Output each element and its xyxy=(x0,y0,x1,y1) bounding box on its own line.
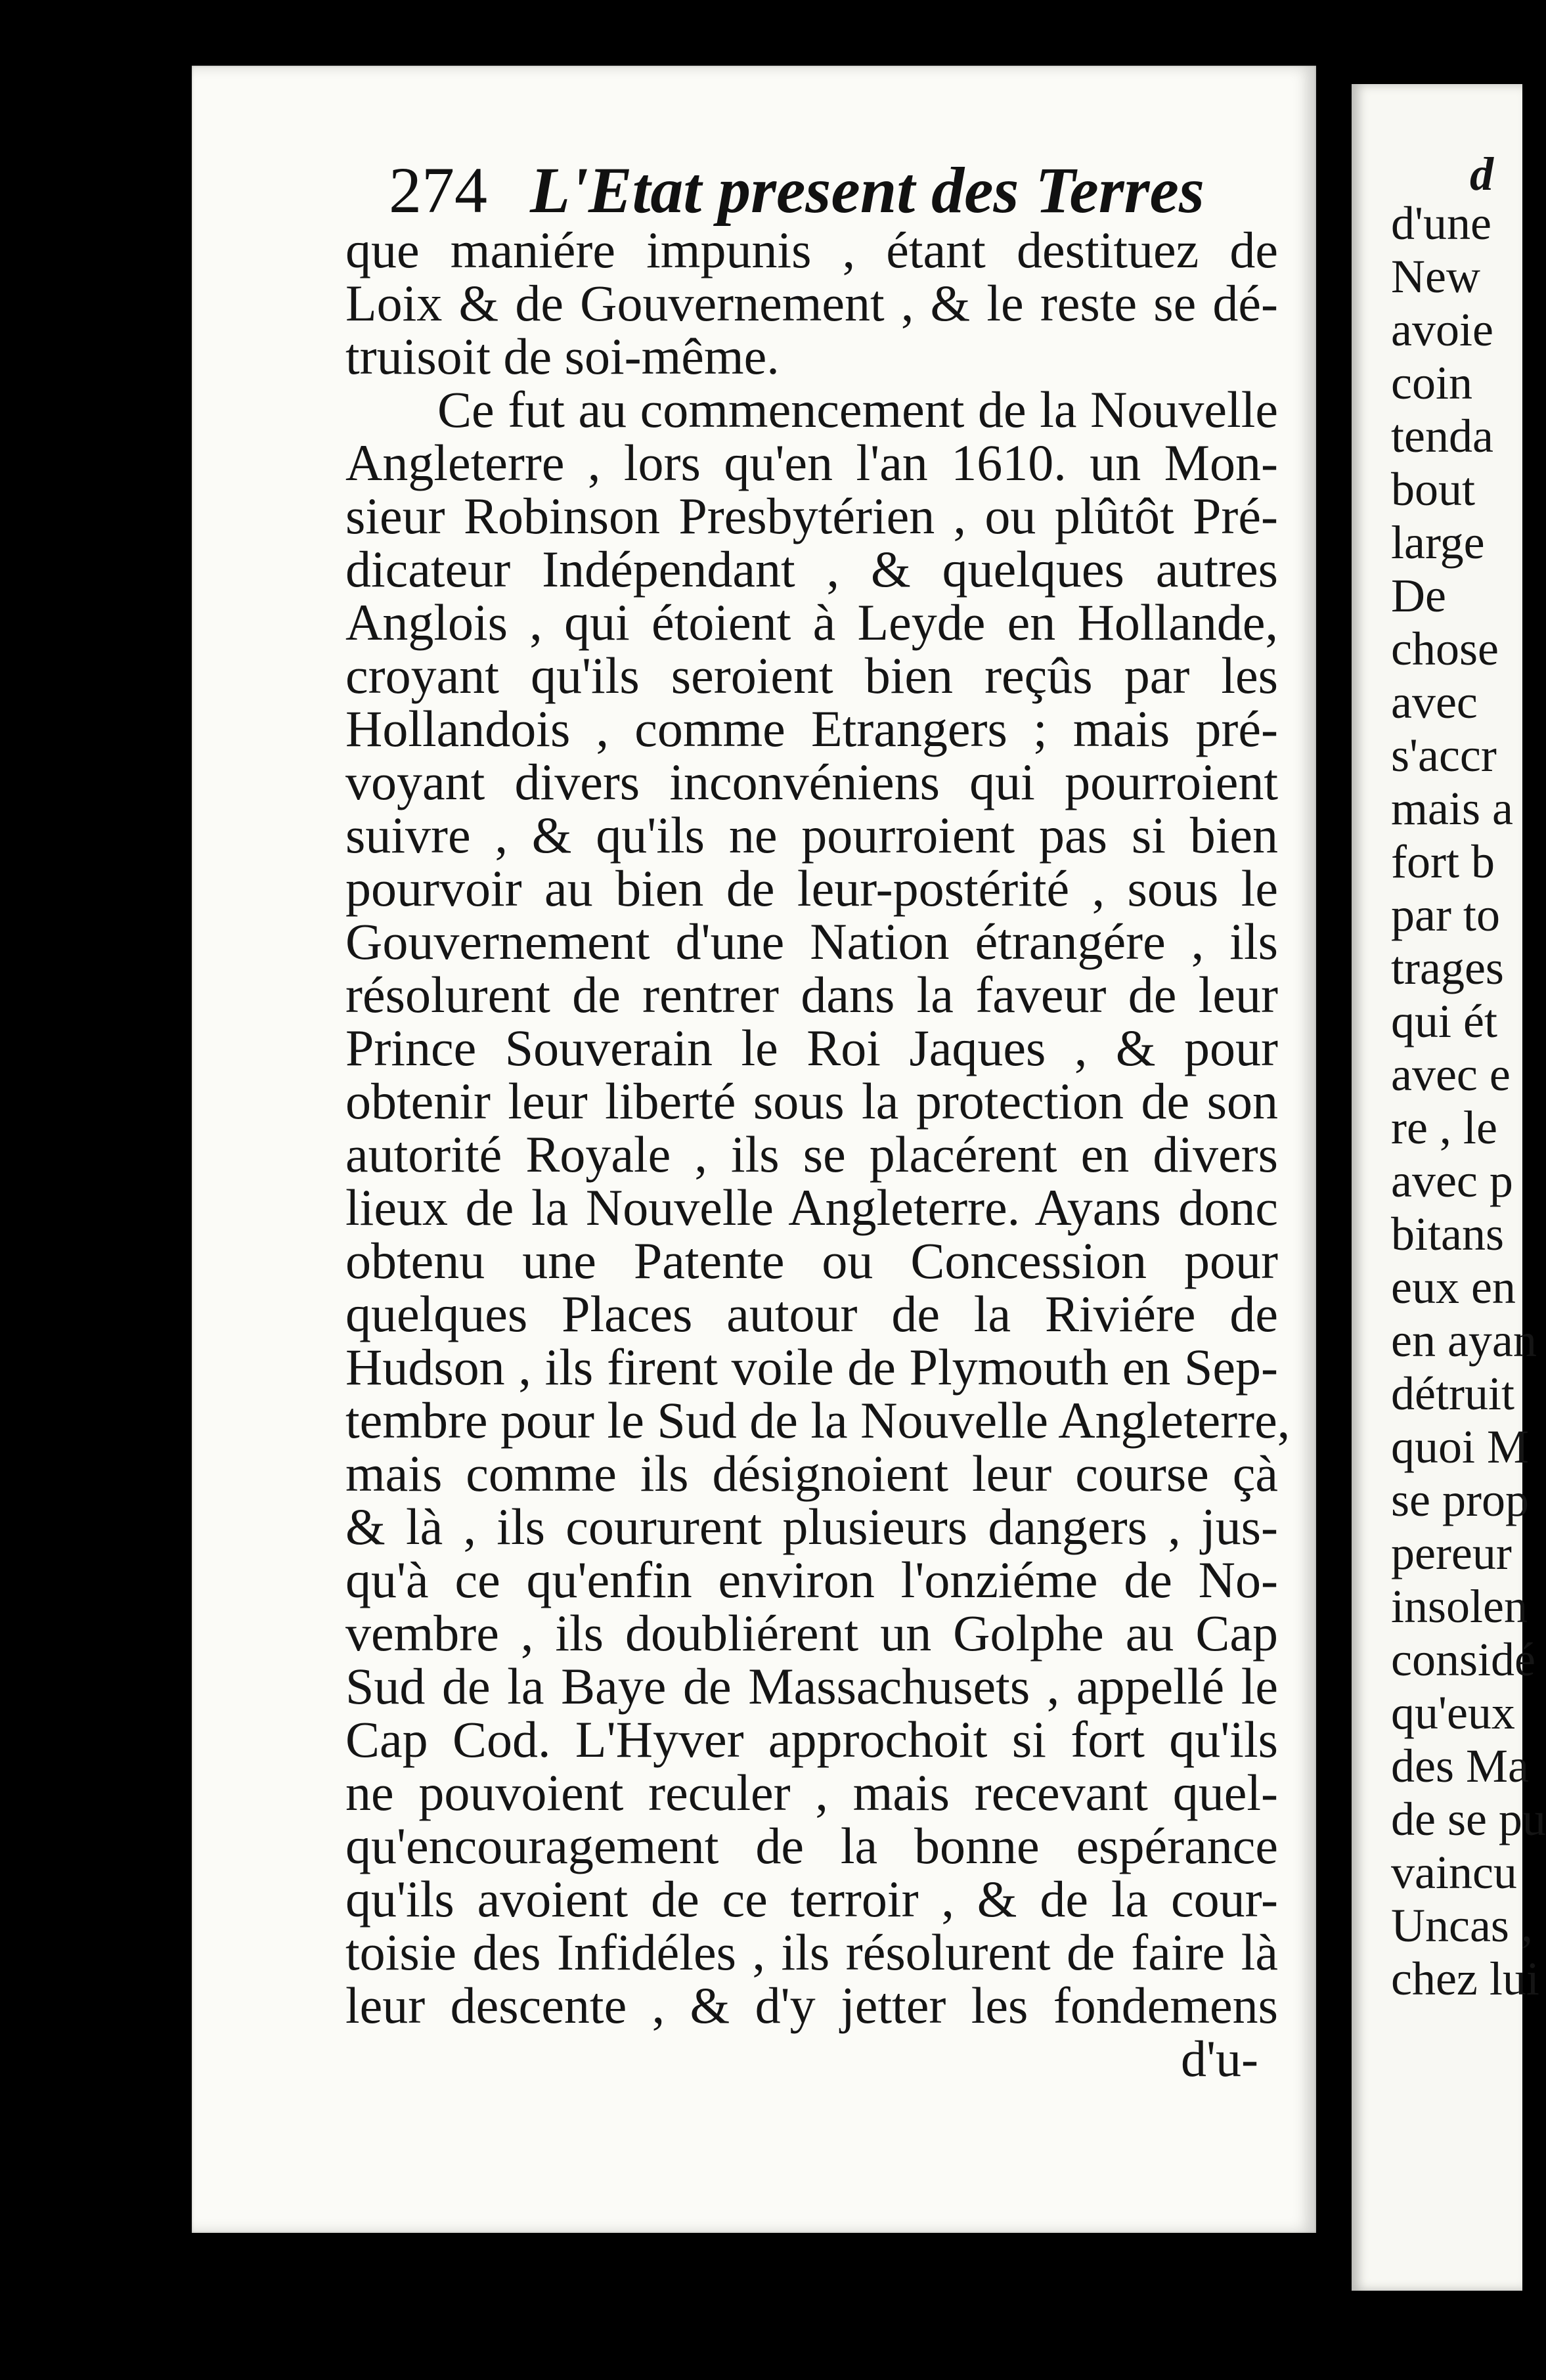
right-text-line: détruit xyxy=(1391,1367,1514,1420)
right-text-line: De xyxy=(1391,569,1446,622)
text-line: dicateur Indépendant , & quelques autres xyxy=(345,540,1278,598)
right-text-line: par to xyxy=(1391,889,1500,941)
text-line: tembre pour le Sud de la Nouvelle Angleterre, xyxy=(345,1392,1291,1449)
text-line: qu'ils avoient de ce terroir , & de la cour- xyxy=(345,1870,1278,1928)
text-line: Hudson , ils firent voile de Plymouth en Sep- xyxy=(345,1338,1278,1396)
right-text-line: qu'eux xyxy=(1391,1686,1515,1739)
text-line: pourvoir au bien de leur-postérité , sous le xyxy=(345,860,1278,917)
right-text-line: fort b xyxy=(1391,835,1495,888)
right-text-line: Uncas , xyxy=(1391,1899,1533,1952)
right-text-line: avec xyxy=(1391,676,1478,728)
text-line: voyant divers inconvéniens qui pourroient xyxy=(345,753,1278,810)
text-line: que maniére impunis , étant destituez de xyxy=(345,221,1278,278)
text-line: Angleterre , lors qu'en l'an 1610. un Mon- xyxy=(345,434,1278,491)
right-text-line: New xyxy=(1391,250,1480,303)
right-text-line: qui ét xyxy=(1391,995,1497,1047)
text-line: croyant qu'ils seroient bien reçûs par les xyxy=(345,647,1278,704)
right-text-line: de se pu xyxy=(1391,1793,1546,1845)
text-line: obtenu une Patente ou Concession pour xyxy=(345,1232,1278,1289)
right-text-line: eux en xyxy=(1391,1261,1516,1313)
right-page-lines xyxy=(1352,197,1546,2006)
text-line: Cap Cod. L'Hyver approchoit si fort qu'ils xyxy=(345,1711,1278,1768)
right-text-line: des Ma xyxy=(1391,1740,1529,1792)
text-line: Loix & de Gouvernement , & le reste se dé- xyxy=(345,275,1278,332)
text-line: Prince Souverain le Roi Jaques , & pour xyxy=(345,1019,1278,1076)
text-line: ne pouvoient reculer , mais recevant quel- xyxy=(345,1764,1278,1821)
right-text-line: trages xyxy=(1391,942,1504,994)
right-text-line: avec e xyxy=(1391,1048,1511,1101)
right-text-line: s'accr xyxy=(1391,729,1497,782)
text-line: Sud de la Baye de Massachusets , appellé le xyxy=(345,1658,1278,1715)
text-line: sieur Robinson Presbytérien , ou plûtôt Pré- xyxy=(345,487,1278,544)
text-line: toisie des Infidéles , ils résolurent de faire là xyxy=(345,1924,1278,1981)
right-text-line: se prop xyxy=(1391,1474,1529,1526)
right-text-line: en ayan xyxy=(1391,1314,1537,1367)
text-line: résolurent de rentrer dans la faveur de leur xyxy=(345,966,1278,1023)
right-text-line: vaincu xyxy=(1391,1846,1517,1899)
text-line: quelques Places autour de la Riviére de xyxy=(345,1285,1278,1342)
running-title: L'Etat present des Terres xyxy=(530,154,1204,227)
right-text-line: mais a xyxy=(1391,782,1513,835)
text-line: mais comme ils désignoient leur course çà xyxy=(345,1445,1278,1502)
right-running-head: d xyxy=(1470,148,1493,200)
text-line: lieux de la Nouvelle Angleterre. Ayans donc xyxy=(345,1179,1278,1236)
body-text xyxy=(345,221,1291,2087)
right-text-line: coin xyxy=(1391,357,1472,409)
text-line: truisoit de soi-même. xyxy=(345,328,780,385)
right-text-line: large xyxy=(1391,516,1485,569)
text-line: qu'encouragement de la bonne espérance xyxy=(345,1817,1278,1874)
right-text-line: avec p xyxy=(1391,1155,1513,1207)
text-line: Anglois , qui étoient à Leyde en Hollande, xyxy=(345,594,1278,651)
right-text-line: pereur xyxy=(1391,1527,1512,1579)
right-text-line: chez lui xyxy=(1391,1952,1539,2005)
right-text-line: chose xyxy=(1391,623,1499,675)
text-line: Ce fut au commencement de la Nouvelle xyxy=(437,381,1278,438)
text-line: vembre , ils doubliérent un Golphe au Cap xyxy=(345,1604,1278,1662)
right-text-line: bitans xyxy=(1391,1208,1504,1260)
right-text-line: d'une xyxy=(1391,197,1491,250)
text-line: Hollandois , comme Etrangers ; mais pré- xyxy=(345,700,1278,757)
right-text-line: re , le xyxy=(1391,1101,1497,1154)
right-text-line: avoie xyxy=(1391,303,1493,356)
running-head xyxy=(389,154,1204,227)
right-text-line: bout xyxy=(1391,463,1476,516)
right-text-line: insolen xyxy=(1391,1580,1528,1633)
text-line: autorité Royale , ils se placérent en divers xyxy=(345,1126,1278,1183)
right-page-text xyxy=(1352,148,1546,2006)
text-line: Gouvernement d'une Nation étrangére , ils xyxy=(345,913,1278,970)
right-text-line: tenda xyxy=(1391,410,1493,462)
text-line: qu'à ce qu'enfin environ l'onziéme de No- xyxy=(345,1551,1278,1608)
text-line: leur descente , & d'y jetter les fondemens xyxy=(345,1977,1278,2034)
text-line: obtenir leur liberté sous la protection de son xyxy=(345,1072,1278,1130)
text-line: suivre , & qu'ils ne pourroient pas si bien xyxy=(345,806,1278,864)
text-line: & là , ils coururent plusieurs dangers , jus- xyxy=(345,1498,1278,1555)
right-text-line: considé xyxy=(1391,1633,1535,1686)
catchword: d'u- xyxy=(1180,2030,1258,2087)
page-number: 274 xyxy=(389,154,487,227)
right-text-line: quoi M xyxy=(1391,1421,1530,1473)
